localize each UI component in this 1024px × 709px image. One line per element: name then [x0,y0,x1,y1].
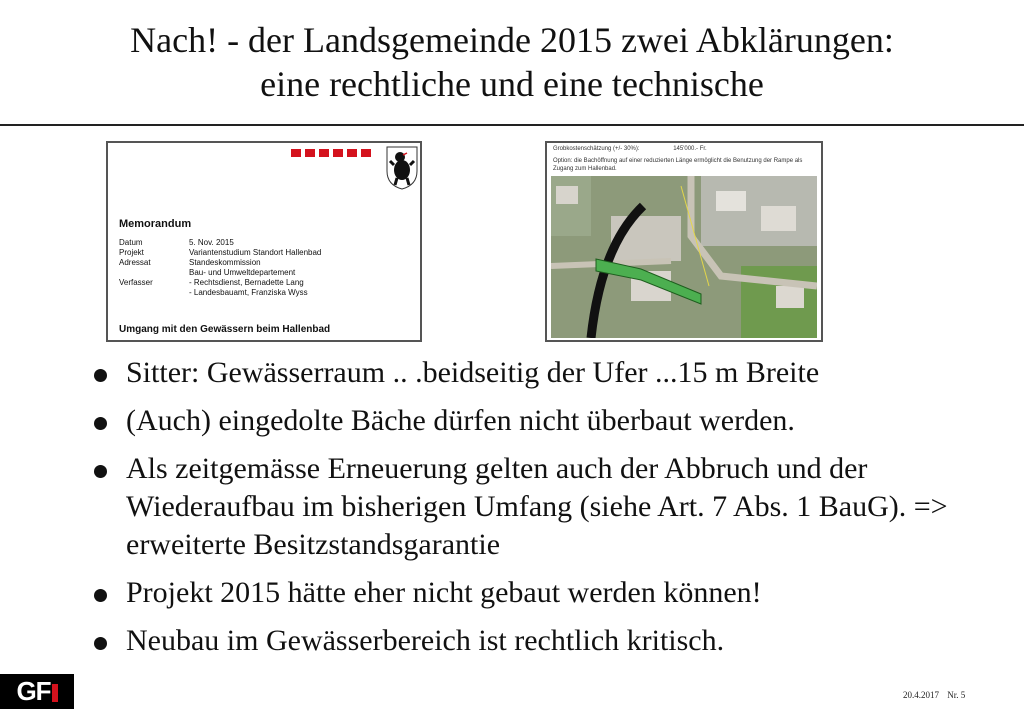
cost-label: Grobkostenschätzung (+/- 30%): [553,146,640,152]
red-squares-decoration [291,149,371,157]
memo-row-key [119,268,189,278]
slide-title-line-1: Nach! - der Landsgemeinde 2015 zwei Abklärungen: [130,20,894,60]
bullet-item [94,354,1004,392]
cost-value: 145'000.- Fr. [673,146,707,152]
memo-row-key: Projekt [119,248,144,257]
footer-date: 20.4.2017 [903,690,939,700]
aerial-photo [551,176,817,338]
memo-row-value: - Landesbauamt, Franziska Wyss [189,288,308,297]
memo-row-key: Adressat [119,258,151,267]
slide-title-line-2: eine rechtliche und eine technische [260,64,764,104]
bullet-dot-icon [94,589,107,602]
memo-row [119,238,321,248]
memo-row-key: Datum [119,238,143,247]
bullet-item [94,622,1004,660]
title-divider [0,124,1024,126]
bullet-item [94,450,1004,564]
bullet-dot-icon [94,465,107,478]
slide-footer [903,690,965,700]
memo-row [119,278,321,288]
bullet-text: Als zeitgemässe Erneuerung gelten auch der Abbruch und der Wiederaufbau im bisherigen Umfang (siehe Art. 7 Abs. 1 BauG). => erweiterte Besitzstandsgarantie [126,452,948,561]
option-text: Option: die Bachöffnung auf einer reduzierten Länge ermöglicht die Benutzung der Rampe als Zugang zum Hallenbad. [553,158,803,172]
memo-row-value: Standeskommission [189,258,261,267]
memo-subject: Umgang mit den Gewässern beim Hallenbad [119,324,331,335]
gf-logo [0,674,74,709]
aerial-map-image [545,141,823,342]
memo-row [119,288,321,298]
memo-row-value: 5. Nov. 2015 [189,238,234,247]
bullet-list [94,354,1004,670]
slide-title [0,18,1024,106]
bullet-text: Sitter: Gewässerraum .. .beidseitig der Ufer ...15 m Breite [126,356,820,389]
memo-row-key [119,288,189,298]
footer-page-number: Nr. 5 [947,690,966,700]
memo-title: Memorandum [119,218,192,230]
memo-row-value: - Rechtsdienst, Bernadette Lang [189,278,304,287]
bullet-text: Projekt 2015 hätte eher nicht gebaut werden können! [126,576,762,609]
bullet-dot-icon [94,369,107,382]
bullet-item [94,402,1004,440]
bear-crest-icon [385,145,419,191]
bullet-item [94,574,1004,612]
memo-row [119,268,321,278]
cost-estimate [553,146,707,152]
bullet-text: Neubau im Gewässerbereich ist rechtlich kritisch. [126,624,725,657]
memo-row [119,258,321,268]
memo-details-table [119,238,321,298]
memorandum-image [106,141,422,342]
memo-row-value: Bau- und Umweltdepartement [189,268,296,277]
memo-row [119,248,321,258]
bullet-dot-icon [94,637,107,650]
memo-row-key: Verfasser [119,278,153,287]
bullet-text: (Auch) eingedolte Bäche dürfen nicht überbaut werden. [126,404,795,437]
logo-red-bar [52,684,58,702]
bullet-dot-icon [94,417,107,430]
logo-text: GF [16,676,51,706]
memo-row-value: Variantenstudium Standort Hallenbad [189,248,322,257]
